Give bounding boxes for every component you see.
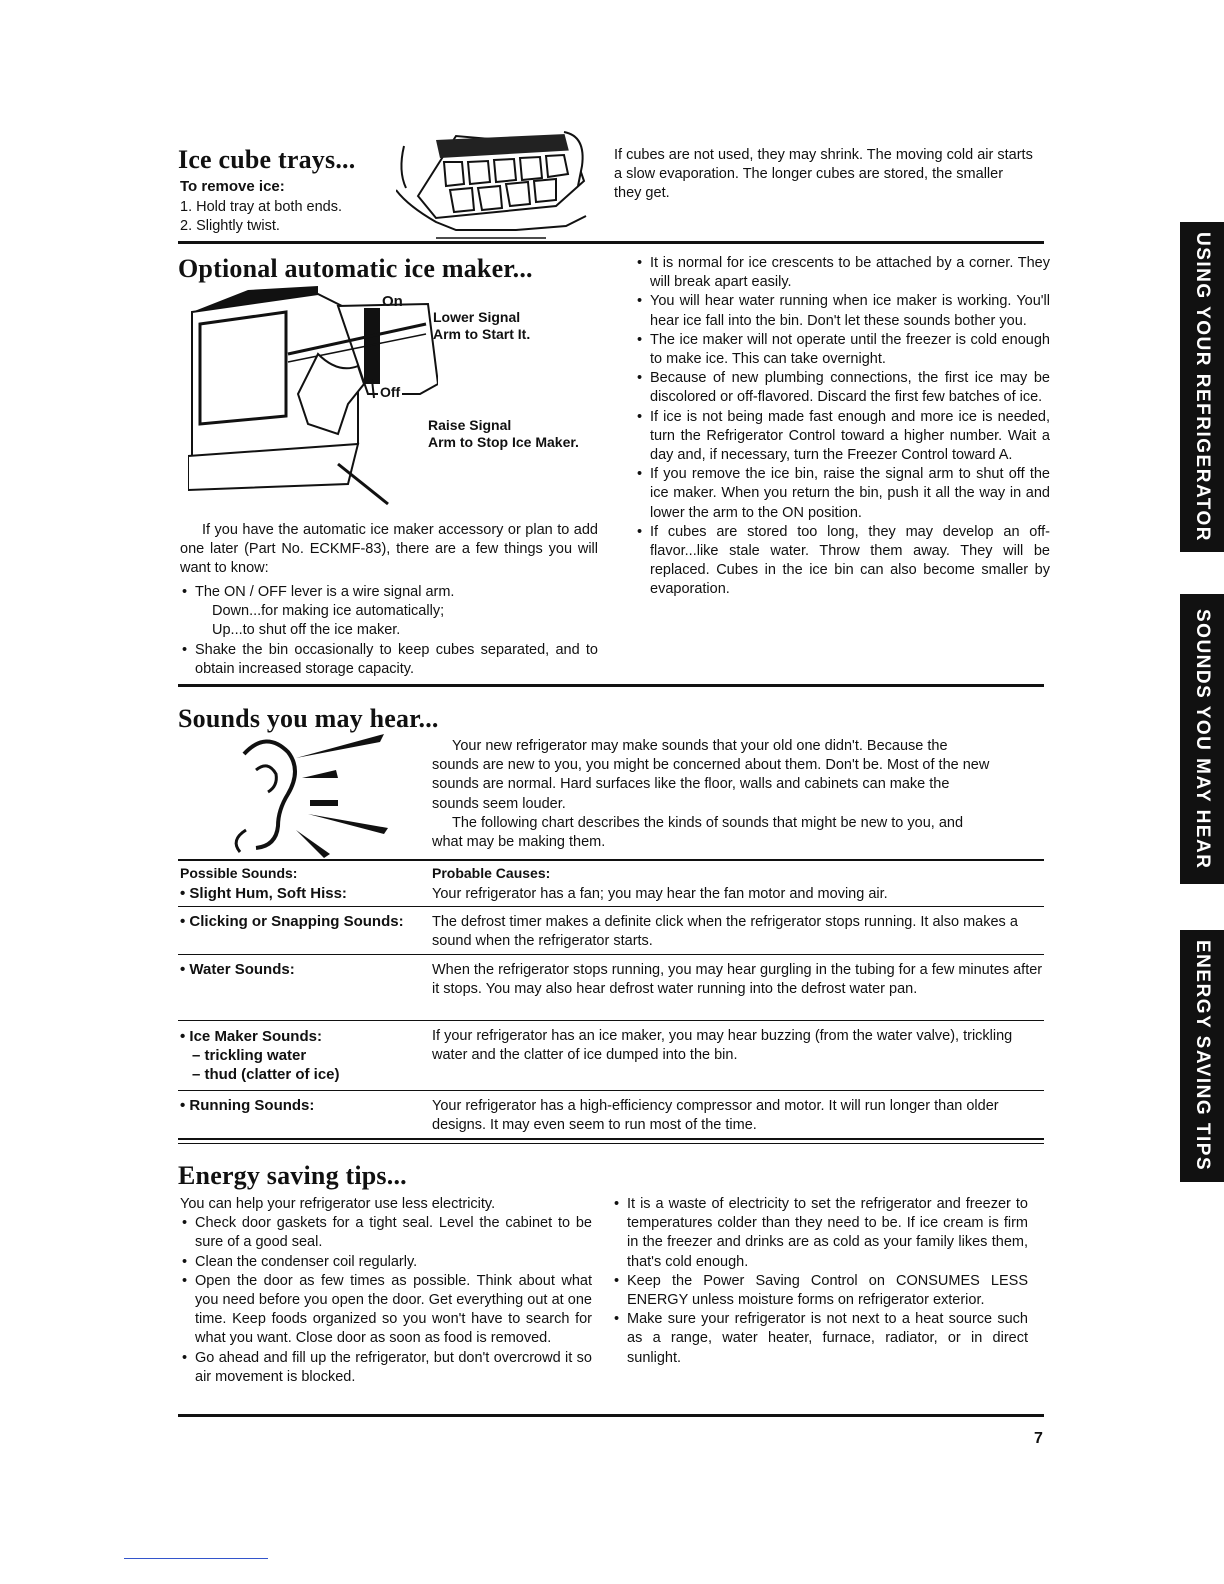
footnote-rule xyxy=(124,1558,268,1559)
energy-tip: • It is a waste of electricity to set the refrigerator and freezer to temperatures colder than they need to be. If ice cream is firm in the freezer and drinks are as cold as your family likes them, that's cold enough. xyxy=(612,1195,1028,1272)
ice-maker-left-list xyxy=(180,583,598,679)
step-1: 1. Hold tray at both ends. xyxy=(180,199,343,215)
table-row-rule xyxy=(178,1090,1044,1091)
sound-row-cause: If your refrigerator has an ice maker, you may hear buzzing (from the water valve), trickling water and the clatter of ice dumped into the bin. xyxy=(432,1028,1013,1064)
remove-ice-heading: To remove ice: xyxy=(180,178,285,195)
ice-maker-tip: • If ice is not being made fast enough and more ice is needed, turn the Refrigerator Control toward a higher number. Wait a day and, if necessary, turn the Freezer Control toward A. xyxy=(635,408,1050,466)
label-lower-line-2: Arm to Start It. xyxy=(433,326,531,342)
ice-tray-illustration xyxy=(396,126,600,244)
label-lower-signal xyxy=(433,309,530,343)
section-divider xyxy=(178,1143,1044,1144)
sounds-intro xyxy=(432,737,992,852)
table-top-rule xyxy=(178,859,1044,861)
bullet-lever: • The ON / OFF lever is a wire signal arm. xyxy=(180,583,598,602)
col-header-causes: Probable Causes: xyxy=(432,865,551,881)
energy-tip: • Clean the condenser coil regularly. xyxy=(180,1253,592,1272)
sounds-title: Sounds you may hear... xyxy=(178,704,439,733)
energy-tip: • Go ahead and fill up the refrigerator, but don't overcrowd it so air movement is blocked. xyxy=(180,1349,592,1387)
tab-label: ENERGY SAVING TIPS xyxy=(1192,940,1213,1172)
table-row-rule xyxy=(178,906,1044,907)
ear-icon xyxy=(226,730,398,862)
label-raise-signal xyxy=(428,417,579,451)
tab-sounds-you-may-hear[interactable] xyxy=(1180,594,1224,884)
tab-energy-saving-tips[interactable] xyxy=(1180,930,1224,1182)
ice-maker-tip: • The ice maker will not operate until the freezer is cold enough to make ice. This can take overnight. xyxy=(635,331,1050,369)
sound-label: Clicking or Snapping Sounds: xyxy=(189,913,404,930)
ice-maker-tip: • If you remove the ice bin, raise the signal arm to shut off the ice maker. When you return the bin, push it all the way in and lower the arm to the ON position. xyxy=(635,465,1050,523)
energy-intro: You can help your refrigerator use less electricity. xyxy=(180,1196,496,1212)
sounds-intro-1: Your new refrigerator may make sounds that your old one didn't. Because the sounds are new to you, you might be concerned about them. Don't be. Most of the new sounds are normal. Hard surfaces like the floor, walls and cabinets can make the sounds seem louder. xyxy=(432,738,990,812)
ice-maker-tip: • It is normal for ice crescents to be attached by a corner. They will break apart easily. xyxy=(635,254,1050,292)
ice-trays-title: Ice cube trays... xyxy=(178,145,356,174)
label-raise-line-2: Arm to Stop Ice Maker. xyxy=(428,434,579,450)
tab-label: SOUNDS YOU MAY HEAR xyxy=(1192,608,1213,870)
energy-right-column xyxy=(612,1195,1028,1368)
sound-row-cause: Your refrigerator has a high-efficiency compressor and motor. It will run longer than older designs. It may even seem to run most of the time. xyxy=(432,1098,999,1134)
sounds-intro-2: The following chart describes the kinds of sounds that might be new to you, and what may be making them. xyxy=(432,814,964,851)
label-raise-line-1: Raise Signal xyxy=(428,417,512,433)
energy-tip: • Open the door as few times as possible. Think about what you need before you open the door. Get everything out at one time. Keep foods organized so you won't have to search for what you want. Close door as soon as food is removed. xyxy=(180,1272,592,1349)
tab-label: USING YOUR REFRIGERATOR xyxy=(1192,231,1213,543)
sound-label: Water Sounds: xyxy=(189,961,295,978)
lever-down: Down...for making ice automatically; xyxy=(212,603,445,620)
sound-row-cause: When the refrigerator stops running, you may hear gurgling in the tubing for a few minutes after it stops. You may also hear defrost water running into the defrost water pan. xyxy=(432,962,1043,998)
ice-maker-tip: • If cubes are stored too long, they may develop an off-flavor...like stale water. Throw them away. They will be replaced. Cubes in the ice bin can also become smaller by evaporation. xyxy=(635,523,1050,600)
table-row-rule xyxy=(178,1020,1044,1021)
sound-row-label: • Clicking or Snapping Sounds: xyxy=(180,913,404,930)
sound-row-cause: The defrost timer makes a definite click when the refrigerator stops running. It also makes a sound when the refrigerator starts. xyxy=(432,914,1018,950)
sound-label: Running Sounds: xyxy=(189,1097,315,1114)
ice-maker-intro: If you have the automatic ice maker accessory or plan to add one later (Part No. ECKMF-83), there are a few things you will want to know: xyxy=(180,522,598,577)
section-divider xyxy=(178,1138,1044,1140)
label-off: Off xyxy=(380,384,401,400)
sound-sub-trickling: – trickling water xyxy=(192,1047,307,1064)
sound-sub-thud: – thud (clatter of ice) xyxy=(192,1066,340,1083)
sound-row-label: • Slight Hum, Soft Hiss: xyxy=(180,885,347,902)
page-number: 7 xyxy=(1034,1430,1043,1447)
ice-maker-tip: • Because of new plumbing connections, the first ice may be discolored or off-flavored. Discard the first few batches of ice. xyxy=(635,369,1050,407)
remove-ice-steps xyxy=(180,198,342,236)
ice-maker-right-list xyxy=(635,254,1050,600)
bullet-shake: • Shake the bin occasionally to keep cubes separated, and to obtain increased storage capacity. xyxy=(180,641,598,679)
sound-row-label: • Water Sounds: xyxy=(180,961,295,978)
section-divider xyxy=(178,1414,1044,1417)
energy-tip: • Keep the Power Saving Control on CONSUMES LESS ENERGY unless moisture forms on refrigerator exterior. xyxy=(612,1272,1028,1310)
step-2: 2. Slightly twist. xyxy=(180,218,280,235)
section-divider xyxy=(178,241,1044,244)
col-header-sounds: Possible Sounds: xyxy=(180,865,298,881)
sound-label: Ice Maker Sounds: xyxy=(189,1028,322,1045)
lever-up: Up...to shut off the ice maker. xyxy=(212,622,401,639)
sound-row-label: • Running Sounds: xyxy=(180,1097,315,1114)
ice-maker-title: Optional automatic ice maker... xyxy=(178,254,533,283)
section-divider xyxy=(178,684,1044,687)
energy-left-column xyxy=(180,1195,592,1387)
label-lower-line-1: Lower Signal xyxy=(433,309,521,325)
tab-using-your-refrigerator[interactable] xyxy=(1180,222,1224,552)
ice-maker-tip: • You will hear water running when ice maker is working. You'll hear ice fall into the bin. Don't let these sounds bother you. xyxy=(635,292,1050,330)
energy-title: Energy saving tips... xyxy=(178,1161,407,1190)
energy-tip: • Make sure your refrigerator is not next to a heat source such as a range, water heater, furnace, radiator, or in direct sunlight. xyxy=(612,1310,1028,1368)
energy-tip: • Check door gaskets for a tight seal. Level the cabinet to be sure of a good seal. xyxy=(180,1214,592,1252)
sound-row-label: • Ice Maker Sounds: – trickling water – thud (clatter of ice) xyxy=(180,1028,340,1083)
label-on: On xyxy=(382,293,403,310)
sound-label: Slight Hum, Soft Hiss: xyxy=(189,885,347,902)
tray-shrink-text: If cubes are not used, they may shrink. The moving cold air starts a slow evaporation. The longer cubes are stored, the smaller they get. xyxy=(614,147,1033,202)
table-row-rule xyxy=(178,954,1044,955)
sound-row-cause: Your refrigerator has a fan; you may hear the fan motor and moving air. xyxy=(432,886,888,902)
